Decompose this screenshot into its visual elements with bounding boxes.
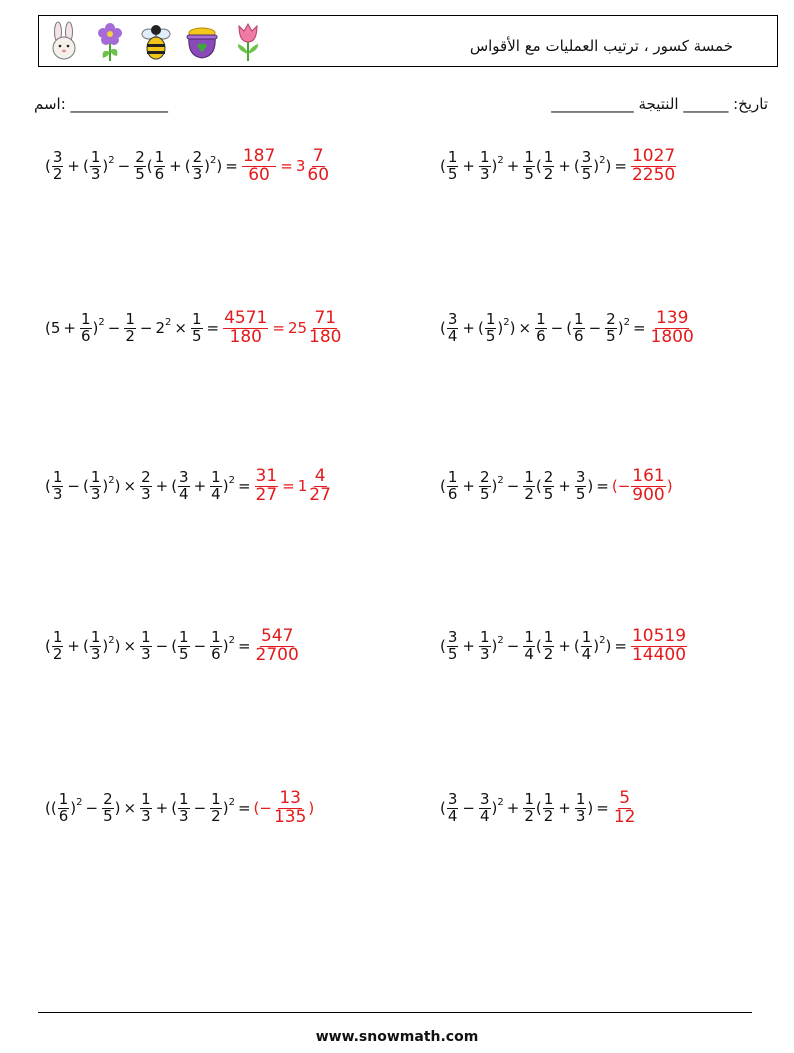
problem-6: ( 1 6 + $\frac{2}{5}$ ) 2 − $\frac{1}{2}$ ( 2 5 + $\frac{3}{5}$ ) = (− 161 900 ) — [440, 466, 673, 505]
date-score-field: تاريخ: ______ النتيجة ___________ — [551, 95, 768, 113]
pot-of-gold-icon — [183, 20, 221, 62]
answer: 1027 2250 — [631, 146, 676, 185]
problem-10: ( 3 4 − $\frac{3}{4}$ ) 2 + $\frac{1}{2}$ ( 1 2 + $\frac{1}{3}$ ) = 5 12 — [440, 788, 636, 827]
footer-url: www.snowmath.com — [315, 1029, 479, 1045]
problem-9: (( 1 6 ) 2 − $\frac{2}{5}$ ) × $\frac{1}{3}$ + ( $\frac{1}{3}$ − $\frac{1}{2}$ ) 2 = (− 13 135 ) — [45, 788, 315, 827]
answer: 547 2700 — [255, 626, 299, 665]
tulip-icon — [229, 20, 267, 62]
answer: (− 13 135 ) — [253, 788, 315, 827]
answer: $\frac{4571}{180}$ = 25 $\frac{71}{180}$ — [224, 308, 342, 347]
worksheet-header — [38, 15, 778, 67]
flower-icon — [91, 20, 129, 62]
problem-8: ( 3 5 + $\frac{1}{3}$ ) 2 − $\frac{1}{4}$ ( 1 2 + ( $\frac{1}{4}$ ) 2 ) = 10519 14400 — [440, 626, 687, 665]
problem-5: ( 1 3 − ( $\frac{1}{3}$ ) 2 ) × $\frac{2}{3}$ + ( $\frac{3}{4}$ + $\frac{1}{4}$ ) 2 = $\frac{31}{27}$ = 1 $\frac{4}{27}$ — [45, 466, 331, 505]
problem-3: (5 + $\frac{1}{6}$ ) 2 − $\frac{1}{2}$ − 2 2 × $\frac{1}{5}$ = $\frac{4571}{180}$ = 25 $\frac{71}{180}$ — [45, 308, 342, 347]
problem-4: ( 3 4 + ( $\frac{1}{5}$ ) 2 ) × $\frac{1}{6}$ − ( $\frac{1}{6}$ − $\frac{2}{5}$ ) 2 = 139 1800 — [440, 308, 694, 347]
problem-7: ( 1 2 + ( $\frac{1}{3}$ ) 2 ) × $\frac{1}{3}$ − ( $\frac{1}{5}$ − $\frac{1}{6}$ ) 2 = 547 2700 — [45, 626, 299, 665]
footer-divider — [38, 1012, 752, 1013]
answer: $\frac{187}{60}$ = 3 $\frac{7}{60}$ — [242, 146, 330, 185]
answer: (− 161 900 ) — [611, 466, 673, 505]
worksheet-title: خمسة كسور ، ترتيب العمليات مع الأقواس — [469, 37, 733, 55]
answer: 5 12 — [613, 788, 636, 827]
problem-1: ( 3 2 + ( $\frac{1}{3}$ ) 2 − $\frac{2}{5}$ ( 1 6 + ( $\frac{2}{3}$ ) 2 ) = $\frac{187}{60}$ = 3 $\frac{7}{60}$ — [45, 146, 330, 185]
answer: 10519 14400 — [631, 626, 687, 665]
icon-strip — [45, 20, 267, 62]
answer: 139 1800 — [650, 308, 694, 347]
problem-2: ( 1 5 + $\frac{1}{3}$ ) 2 + $\frac{1}{5}$ ( 1 2 + ( $\frac{3}{5}$ ) 2 ) = 1027 2250 — [440, 146, 676, 185]
rabbit-icon — [45, 20, 83, 62]
bee-icon — [137, 20, 175, 62]
name-field: اسم: _____________ — [34, 95, 169, 113]
answer: $\frac{31}{27}$ = 1 $\frac{4}{27}$ — [255, 466, 331, 505]
